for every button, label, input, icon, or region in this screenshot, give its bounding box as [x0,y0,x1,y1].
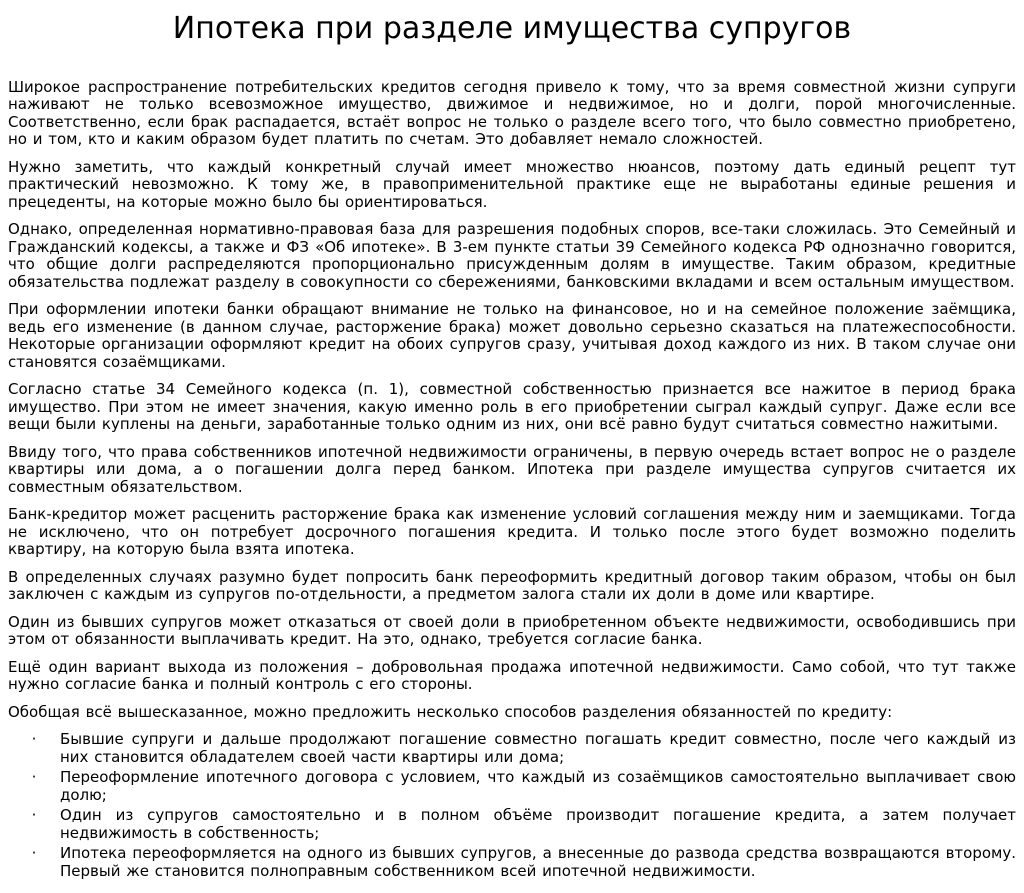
list-item [8,769,1016,804]
list-item [8,845,1016,880]
list-item-text: Переоформление ипотечного договора с условием, что каждый из созаёмщиков самостоятельно выплачивает свою долю; [60,768,1016,804]
paragraph-banks-attention: При оформлении ипотеки банки обращают внимание не только на финансовое, но и на семейное положение заёмщика, ведь его изменение (в данном случае, расторжение брака) может довольно серьезно сказаться на платежеспособности. Некоторые организации оформляют кредит на обоих супругов сразу, учитывая доход каждого из них. В таком случае они становятся созаёмщиками. [8,300,1016,371]
list-item [8,807,1016,842]
bullet-list [8,731,1016,880]
paragraph-reissue-contract: В определенных случаях разумно будет попросить банк переоформить кредитный договор таким образом, чтобы он был заключен с каждым из супругов по-отдельности, а предметом залога стали их доли в доме или квартире. [8,567,1016,603]
paragraph-intro: Широкое распространение потребительских кредитов сегодня привело к тому, что за время совместной жизни супруги наживают не только всевозможное имущество, движимое и недвижимое, но и долги, порой многочисленные. Соответственно, если брак распадается, встаёт вопрос не только о разделе всего того, что было совместно приобретено, но и том, кто и каким образом будет платить по счетам. Это добавляет немало сложностей. [8,77,1016,148]
bullet-icon: · [31,730,37,748]
paragraph-legal-base: Однако, определенная нормативно-правовая база для разрешения подобных споров, все-таки сложилась. Это Семейный и Гражданский кодексы, а также и ФЗ «Об ипотеке». В 3-ем пункте статьи 39 Семейного кодекса РФ однозначно говорится, что общие долги распределяются пропорционально присужденным долям в имуществе. Таким образом, кредитные обязательства подлежат разделу в совокупности со сбережениями, банковскими вкладами и всем остальным имуществом. [8,220,1016,291]
page-title: Ипотека при разделе имущества супругов [172,11,852,46]
bullet-icon: · [31,806,37,824]
list-item-text: Один из супругов самостоятельно и в полном объёме производит погашение кредита, а затем получает недвижимость в собственность; [60,806,1016,842]
list-item [8,731,1016,766]
paragraph-list-lead-in: Обобщая всё вышесказанное, можно предложить несколько способов разделения обязанностей по кредиту: [8,702,893,721]
paragraph-refuse-share: Один из бывших супругов может отказаться от своей доли в приобретенном объекте недвижимости, освободившись при этом от обязанности выплачивать кредит. На это, однако, требуется согласие банка. [8,612,1016,648]
paragraph-family-code-34: Согласно статье 34 Семейного кодекса (п. 1), совместной собственностью признается все нажитое в период брака имущество. При этом не имеет значения, какую именно роль в его приобретении сыграл каждый супруг. Даже если все вещи были куплены на деньги, заработанные только одним из них, они всё равно будут считаться совместно нажитыми. [8,380,1016,433]
list-item-text: Ипотека переоформляется на одного из бывших супругов, а внесенные до развода средства возвращаются второму. Первый же становится полноправным собственником всей ипотечной недвижимости. [60,844,1016,880]
paragraph-voluntary-sale: Ещё один вариант выхода из положения – добровольная продажа ипотечной недвижимости. Само собой, что тут также нужно согласие банка и полный контроль с его стороны. [8,657,1016,693]
list-item-text: Бывшие супруги и дальше продолжают погашение совместно погашать кредит совместно, после чего каждый из них становится обладателем своей части квартиры или дома; [60,730,1016,766]
bullet-icon: · [31,844,37,862]
bullet-icon: · [31,768,37,786]
paragraph-nuances: Нужно заметить, что каждый конкретный случай имеет множество нюансов, поэтому дать единый рецепт тут практический невозможно. К тому же, в правоприменительной практике еще не выработаны единые решения и прецеденты, на которые можно было бы ориентироваться. [8,157,1016,211]
paragraph-owners-rights: Ввиду того, что права собственников ипотечной недвижимости ограничены, в первую очередь встает вопрос не о разделе квартиры или дома, а о погашении долга перед банком. Ипотека при разделе имущества супругов считается их совместным обязательством. [8,442,1016,496]
paragraph-bank-creditor: Банк-кредитор может расценить расторжение брака как изменение условий соглашения между ним и заемщиками. Тогда не исключено, что он потребует досрочного погашения кредита. И только после этого будет возможно поделить квартиру, на которую была взята ипотека. [8,505,1016,558]
